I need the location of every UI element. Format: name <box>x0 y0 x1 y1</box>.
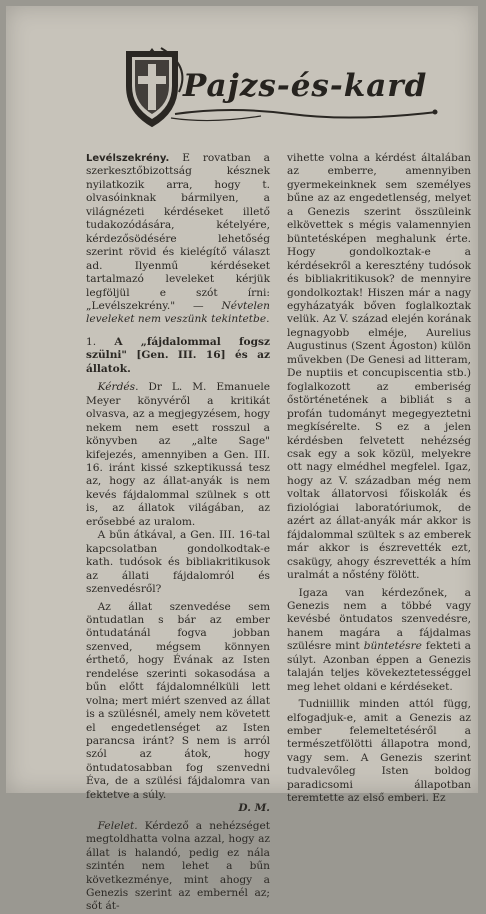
section-number: 1. <box>86 335 97 348</box>
right-paragraph-2-start: Igaza van kérdezőnek, a Genezis nem a többé vagy kevésbé öntudatos szenvedésre, hanem magára a fájdalmas szülésre mint <box>287 586 471 653</box>
question-label: Kérdés. <box>97 381 139 394</box>
question-paragraph-1 <box>86 381 270 529</box>
intro-paragraph <box>86 152 270 327</box>
right-paragraph-1: vihette volna a kérdést általában az emberre, amennyiben gyermekeinknek sem személyes bűne az az engedetlenség, melyet a Genezis szerint összüleink elkövettek s mégis valamennyien büntetésképen meghalunk érte. Hogy gondolkoztak-e a kérdésekről a keresztény tudósok és bibliakritikusok? de mennyire gondolkoztak! Hiszen már a nagy egyházatyák bőven foglalkoztak velük. Az V. század elején korának legnagyobb elméje, Aurelius Augustinus (Szent Ágoston) külön művekben (De Genesi ad litteram, De nuptiis et concupiscentia stb.) foglalkozott az emberiség őstörténetének a bibliát s a profán tudományt megegyeztetni megkísérelte. S ez a jelen kérdésben felvetett nehézség csak egy a sok közül, melyekre ott nagy elmédhel megfelel. Igaz, hogy az V. században még nem voltak állatorvosi főiskolák és fiziológiai laboratóriumok, de azért az állat-anyák már akkor is fájdalommal szültek s az emberek már akkor is észrevették ezt, csakügy, ahogy észrevették a hím uralmát a nőstény fölött. <box>287 152 471 582</box>
question-signature-line <box>86 802 270 815</box>
intro-text: E rovatban a szerkesztőbizottság késznek nyilatkozik arra, hogy t. olvasóinknak bármilyen, a világnézeti kérdéseket illető tudakozódására, kételyére, kérdezősödésére lehetőség szerint rövid és kielégítő választ ad. Ilyenmű kérdéseket tartalmazó leveleket kérjük legföljül e szót írni: „Levélszekrény." <box>86 152 270 312</box>
right-paragraph-2 <box>287 587 471 695</box>
intro-label: Levélszekrény. <box>86 153 170 164</box>
intro-note: — Névtelen leveleket nem veszünk tekintetbe. <box>86 299 270 326</box>
masthead-title: Pajzs-és-kard <box>183 68 428 104</box>
right-paragraph-2-end: fekteti a súlyt. Azonban éppen a Genezis talaján teljes kövekeztetességgel meg lehet oldani e kérdéseket. <box>287 640 471 693</box>
question-signature: D. M. <box>238 802 270 815</box>
right-paragraph-2-emphasis: büntetésre <box>363 640 422 653</box>
section-title: A „fájdalommal fogsz szülni" [Gen. III. 16] és az állatok. <box>86 335 270 375</box>
left-column <box>86 152 270 914</box>
answer-label: Felelet. <box>97 819 138 832</box>
section-heading <box>86 336 270 376</box>
question-paragraph-3: Az állat szenvedése sem öntudatlan s bár az ember öntudatánál fogva jobban szenved, mégsem könnyen érthető, hogy Évának az Isten rendelése szerinti sokasodása a bűn előtt fájdalomnélküli lett volna; mert miért szenved az állat is a szülésnél, amely nem követett el engedetlenséget az Isten parancsa iránt? S nem is arról szól az átok, hogy öntudatosabban fog szenvedni Éva, de a szülési fájdalomra van fektetve a súly. <box>86 600 270 801</box>
masthead <box>111 46 441 136</box>
answer-text-1: Kérdező a nehézséget megtoldhatta volna azzal, hogy az állat is halandó, pedig ez nála szintén nem lehet a bűn következménye, mint ahogy a Genezis szerint az embernél az; sőt át- <box>86 819 270 913</box>
answer-paragraph-1 <box>86 820 270 914</box>
question-text-1: Dr L. M. Emanuele Meyer könyvéről a kritikát olvasva, az a megjegyzésem, hogy nekem nem esett rosszul a könyvben az „alte Sage" kifejezés, amennyiben a Gen. III. 16. iránt kissé szkeptikussá tesz az, hogy az állat-anyák is nem kevés fájdalommal szülnek s ott is, az állatok világában, az erősebbé az uralom. <box>86 381 270 528</box>
right-column <box>287 152 471 806</box>
right-paragraph-3: Tudniillik minden attól függ, elfogadjuk-e, amit a Genezis az ember felemeltetéséről a természetfölötti állapotra mond, vagy sem. A Genezis szerint tudvalevőleg Isten boldog paradicsomi állapotban teremtette az első emberi. Ez <box>287 698 471 805</box>
question-paragraph-2: A bűn átkával, a Gen. III. 16-tal kapcsolatban gondolkodtak-e kath. tudósok és bibliakritikusok az állati fájdalomról és szenvedésről? <box>86 529 270 596</box>
book-page <box>6 6 478 913</box>
sword-ornament-icon <box>171 104 441 124</box>
